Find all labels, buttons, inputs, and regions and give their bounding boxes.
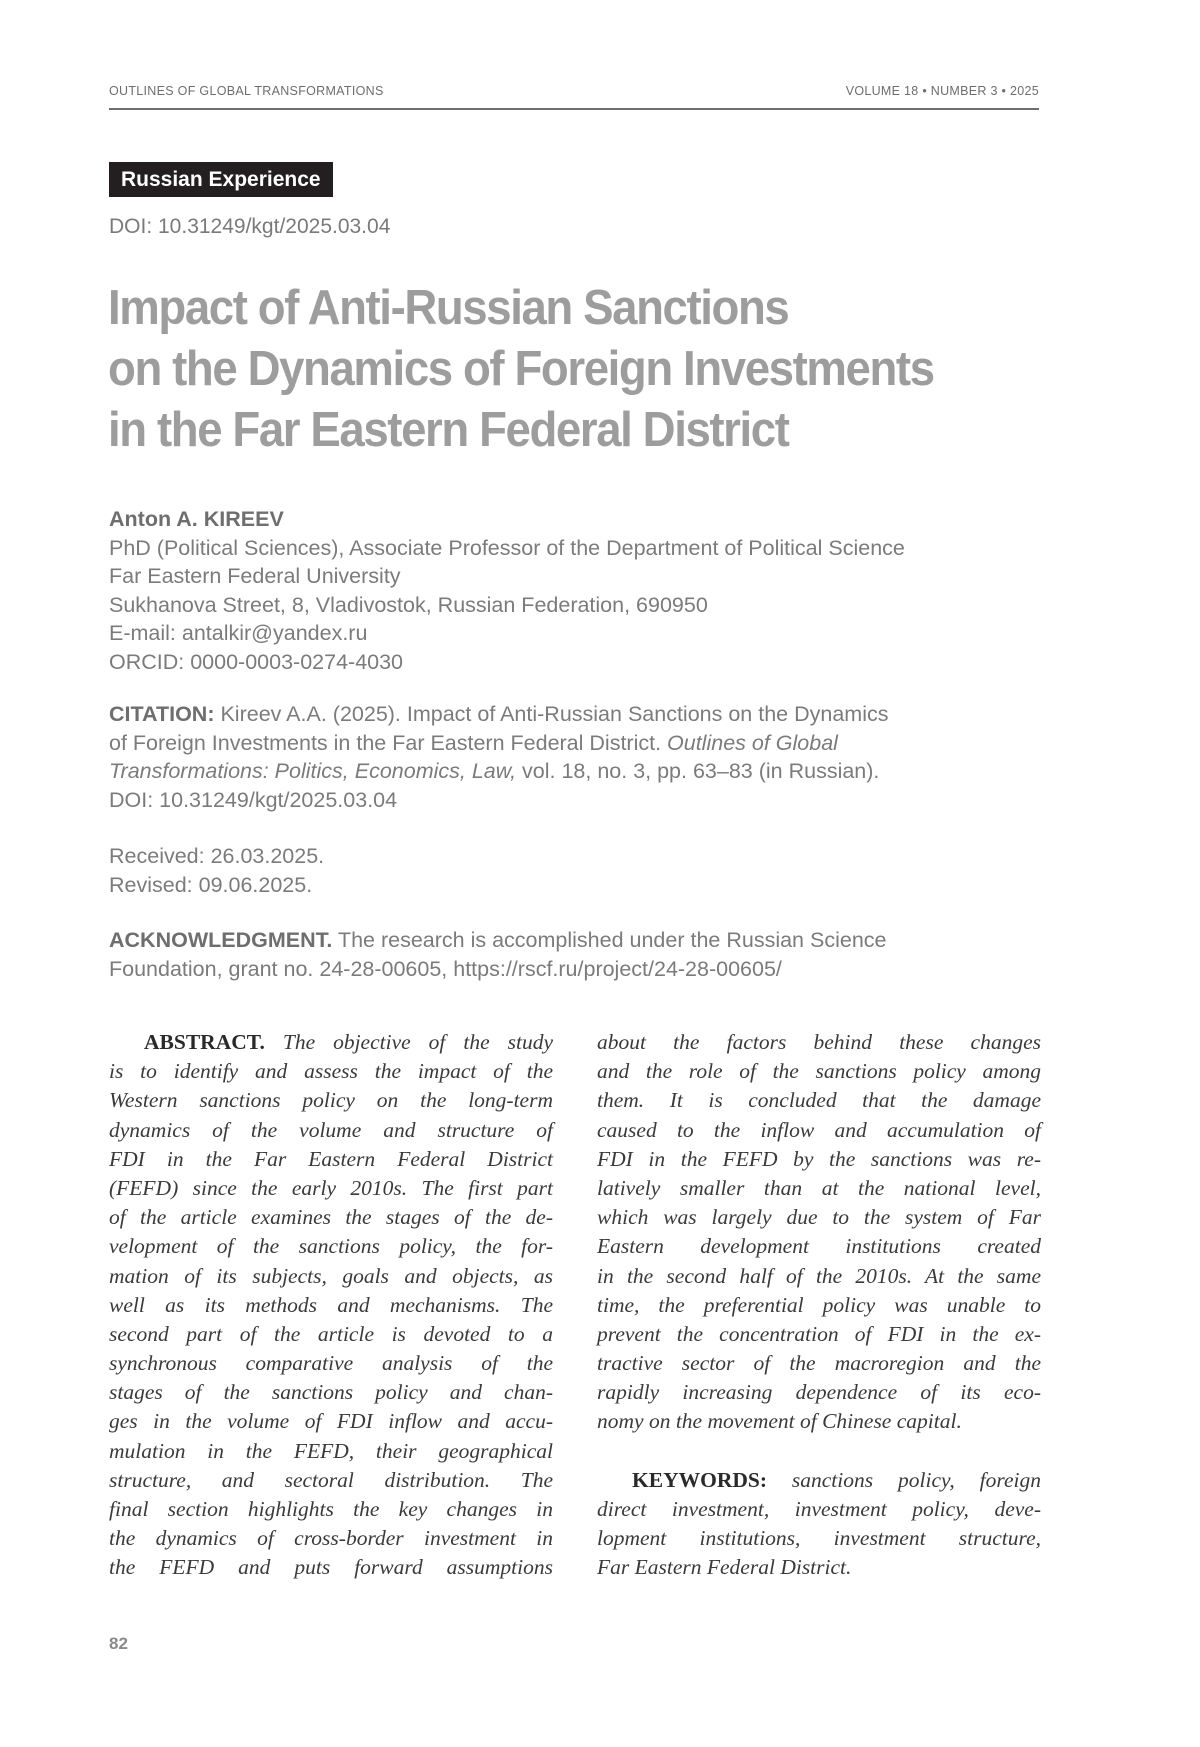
abstract-line: of the article examines the stages of the de- <box>109 1205 553 1230</box>
keywords-label: KEYWORDS: <box>632 1467 767 1492</box>
citation-text: vol. 18, no. 3, pp. 63–83 (in Russian). <box>516 759 880 783</box>
abstract-line: them. It is concluded that the damage <box>597 1088 1041 1113</box>
abstract-line: latively smaller than at the national level, <box>597 1175 1041 1200</box>
citation-journal: Outlines of Global <box>667 730 838 755</box>
abstract-line: second part of the article is devoted to a <box>109 1321 553 1346</box>
abstract-line: synchronous comparative analysis of the <box>109 1351 553 1376</box>
author-orcid: ORCID: 0000-0003-0274-4030 <box>109 649 404 674</box>
abstract-line: FDI in the Far Eastern Federal District <box>109 1146 553 1171</box>
citation-label: CITATION: <box>109 702 215 726</box>
abstract-column-left <box>109 1028 553 1583</box>
abstract-line: prevent the concentration of FDI in the ex- <box>597 1321 1041 1346</box>
citation-text: Kireev A.A. (2025). Impact of Anti-Russian Sanctions on the Dynamics <box>214 702 889 726</box>
citation-doi: DOI: 10.31249/kgt/2025.03.04 <box>109 787 398 812</box>
abstract-line: mulation in the FEFD, their geographical <box>109 1438 553 1463</box>
abstract-line: rapidly increasing dependence of its eco- <box>597 1380 1041 1405</box>
abstract-line: and the role of the sanctions policy among <box>597 1059 1041 1084</box>
citation-journal: Transformations: Politics, Economics, Law, <box>109 759 517 783</box>
abstract-line: Eastern development institutions created <box>597 1234 1041 1259</box>
paragraph-gap <box>597 1437 1041 1466</box>
abstract-line: structure, and sectoral distribution. The <box>109 1467 553 1492</box>
abstract-line: about the factors behind these changes <box>597 1030 1041 1054</box>
journal-name: OUTLINES OF GLOBAL TRANSFORMATIONS <box>109 84 384 98</box>
abstract-line: ges in the volume of FDI inflow and accu- <box>109 1409 553 1434</box>
abstract-text: The objective of the study <box>264 1030 553 1054</box>
citation-block <box>109 700 1069 814</box>
author-email: E-mail: antalkir@yandex.ru <box>109 621 368 645</box>
author-info <box>109 505 1069 676</box>
abstract-line <box>109 1028 553 1057</box>
keywords-text: sanctions policy, foreign <box>766 1467 1041 1492</box>
keywords-line: Far Eastern Federal District. <box>597 1555 852 1580</box>
abstract-line: mation of its subjects, goals and objects, as <box>109 1263 553 1288</box>
author-position: PhD (Political Sciences), Associate Professor of the Department of Political Science <box>109 535 905 560</box>
title-line: Impact of Anti-Russian Sanctions <box>108 281 789 335</box>
abstract-line: the FEFD and puts forward assumptions <box>109 1555 553 1580</box>
abstract-line: time, the preferential policy was unable to <box>597 1292 1041 1317</box>
acknowledgment-text: Foundation, grant no. 24-28-00605, https://rscf.ru/project/24-28-00605/ <box>109 956 782 981</box>
abstract-line: well as its methods and mechanisms. The <box>109 1292 553 1317</box>
abstract-line: in the second half of the 2010s. At the same <box>597 1263 1041 1288</box>
received-date: Received: 26.03.2025. <box>109 844 325 868</box>
keywords-line <box>597 1466 1041 1495</box>
acknowledgment-label: ACKNOWLEDGMENT. <box>109 928 333 952</box>
citation-text: of Foreign Investments in the Far Eastern Federal District. <box>109 730 668 755</box>
abstract-line: caused to the inflow and accumulation of <box>597 1117 1041 1142</box>
section-label: Russian Experience <box>109 162 333 197</box>
dates-block <box>109 842 324 899</box>
abstract-label: ABSTRACT. <box>144 1030 265 1054</box>
issue-info: VOLUME 18 • NUMBER 3 • 2025 <box>845 84 1039 98</box>
abstract-line: (FEFD) since the early 2010s. The first part <box>109 1175 553 1200</box>
abstract-line: which was largely due to the system of Far <box>597 1205 1041 1230</box>
page-number: 82 <box>109 1634 128 1653</box>
author-name: Anton A. KIREEV <box>109 507 284 531</box>
abstract-line: FDI in the FEFD by the sanctions was re- <box>597 1146 1041 1171</box>
revised-date: Revised: 09.06.2025. <box>109 872 313 897</box>
abstract-line: Western sanctions policy on the long-term <box>109 1088 553 1113</box>
abstract-line: tractive sector of the macroregion and the <box>597 1351 1041 1376</box>
keywords-line: lopment institutions, investment structure, <box>597 1526 1041 1551</box>
acknowledgment-text: The research is accomplished under the Russian Science <box>332 928 887 952</box>
abstract-line: stages of the sanctions policy and chan- <box>109 1380 553 1405</box>
author-address: Sukhanova Street, 8, Vladivostok, Russian Federation, 690950 <box>109 592 708 617</box>
title-line: in the Far Eastern Federal District <box>108 403 789 457</box>
author-university: Far Eastern Federal University <box>109 564 401 588</box>
abstract-line: final section highlights the key changes in <box>109 1497 553 1521</box>
keywords-line: direct investment, investment policy, deve- <box>597 1497 1041 1521</box>
abstract-line: the dynamics of cross-border investment in <box>109 1526 553 1551</box>
abstract-line: nomy on the movement of Chinese capital. <box>597 1409 962 1434</box>
header-divider <box>109 108 1039 110</box>
doi: DOI: 10.31249/kgt/2025.03.04 <box>109 215 391 238</box>
abstract-line: dynamics of the volume and structure of <box>109 1117 553 1142</box>
title-line: on the Dynamics of Foreign Investments <box>108 342 934 396</box>
article-title <box>108 278 1019 461</box>
abstract-line: velopment of the sanctions policy, the for- <box>109 1234 553 1259</box>
abstract-line: is to identify and assess the impact of the <box>109 1059 553 1084</box>
abstract-column-right <box>597 1028 1041 1583</box>
acknowledgment-block <box>109 926 1069 983</box>
